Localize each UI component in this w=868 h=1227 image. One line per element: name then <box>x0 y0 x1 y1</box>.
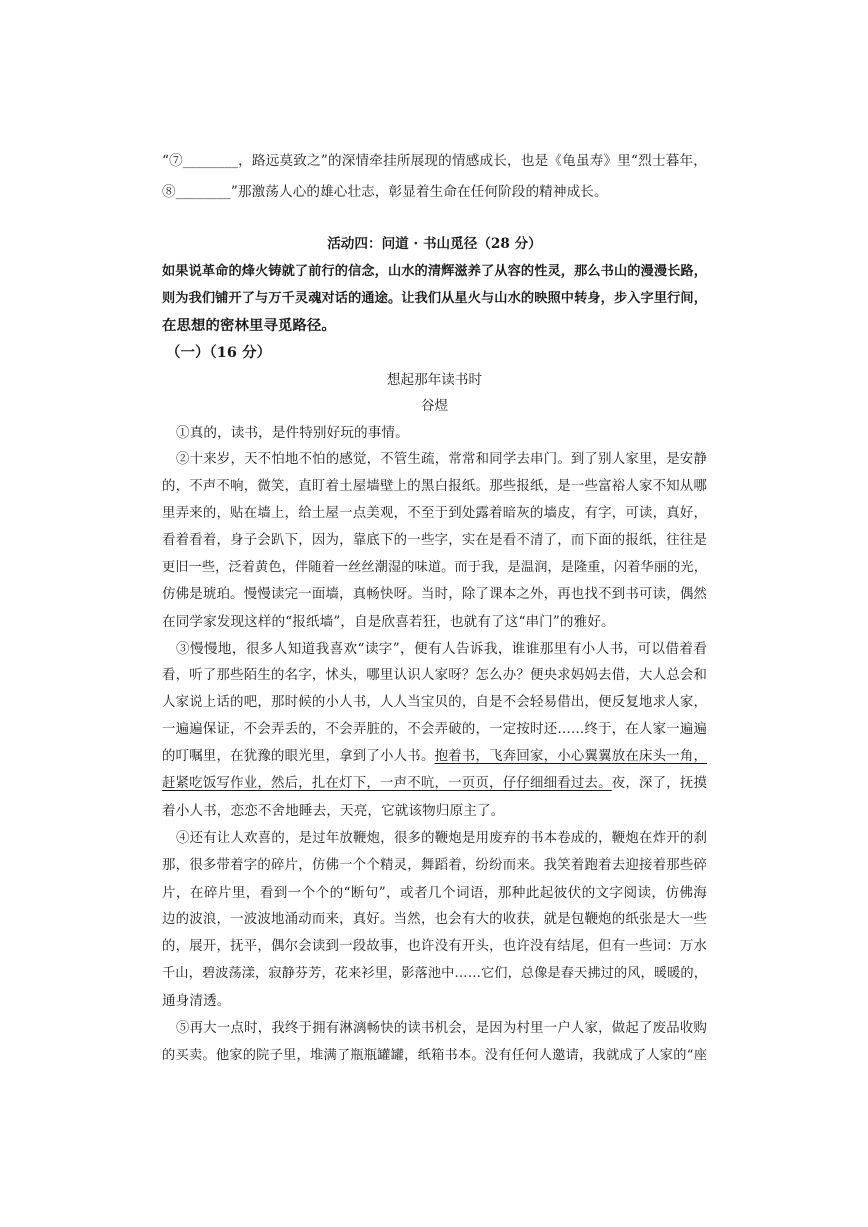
intro-line-3: 在思想的密林里寻觅路径。 <box>162 317 336 334</box>
article-title: 想起那年读书时 <box>386 372 483 388</box>
underlined-sentence-b: 赶紧吃饭写作业，然后，扎在灯下，一声不吭，一页页，仔仔细细看过去。 <box>162 776 612 791</box>
para4-line-2: 那，很多带着字的碎片，仿佛一个个精灵，舞蹈着，纷纷而来。我笑着跑着去迎接着那些碎 <box>162 858 707 873</box>
para3-line-7: 着小人书，恋恋不舍地睡去，天亮，它就该物归原主了。 <box>162 803 505 819</box>
article-author: 谷煜 <box>420 398 449 414</box>
para3-line-3: 人家说上话的吧，那时候的小人书，人人当宝贝的，自是不会轻易借出，便反复地求人家， <box>162 695 707 710</box>
para5-line-1: ⑤再大一点时，我终于拥有淋漓畅快的读书机会，是因为村里一户人家，做起了废品收购 <box>176 1021 707 1036</box>
para4-line-5: 的，展开，抚平，偶尔会读到一段故事，也许没有开头，也许没有结尾，但有一些词：万水 <box>162 939 707 954</box>
para2-line-1: ②十来岁，天不怕地不怕的感觉，不管生疏，常常和同学去串门。到了别人家里，是安静 <box>176 452 707 467</box>
para2-line-7: 在同学家发现这样的“报纸墙”，自是欣喜若狂，也就有了这“串门”的雅好。 <box>162 614 615 630</box>
para3-line-1: ③慢慢地，很多人知道我喜欢“读字”，便有人告诉我，谁谁那里有小人书，可以借着看 <box>176 641 707 657</box>
para4-line-3: 片，在碎片里，看到一个个的“断句”，或者几个词语，那种此起彼伏的文字阅读，仿佛海 <box>162 885 707 901</box>
para4-line-1: ④还有让人欢喜的，是过年放鞭炮，很多的鞭炮是用废弃的书本卷成的，鞭炮在炸开的刹 <box>176 831 707 846</box>
para3-line-5 <box>162 747 707 767</box>
para3-line-6 <box>162 774 707 794</box>
para2-line-2: 的，不声不响，微笑，直盯着土屋墙壁上的黑白报纸。那些报纸，是一些富裕人家不知从哪 <box>162 479 707 494</box>
section-label: （一）（16 分） <box>166 344 272 361</box>
intro-line-1: 如果说革命的烽火铸就了前行的信念，山水的清辉滋养了从容的性灵，那么书山的漫漫长路， <box>162 264 707 279</box>
underlined-sentence-a: 抱着书，飞奔回家，小心翼翼放在床头一角， <box>434 749 708 764</box>
intro-line-2: 则为我们铺开了与万千灵魂对话的通途。让我们从星火与山水的映照中转身，步入字里行间， <box>162 291 707 306</box>
para2-line-6: 仿佛是琥珀。慢慢读完一面墙，真畅快呀。当时，除了课本之外，再也找不到书可读，偶然 <box>162 587 707 602</box>
para3-line-6-tail: 夜，深了，抚摸 <box>611 776 707 791</box>
para3-line-5-text: 的叮嘱里，在犹豫的眼光里，拿到了小人书。 <box>162 749 435 764</box>
top-line-1: “⑦________，路远莫致之”的深情牵挂所展现的情感成长，也是《龟虽寿》里“烈士暮年， <box>162 153 707 169</box>
top-line-2: ⑧________”那激荡人心的雄心壮志，彰显着生命在任何阶段的精神成长。 <box>162 184 608 200</box>
para3-line-4: 一遍遍保证，不会弄丢的，不会弄脏的，不会弄破的，一定按时还……终于，在人家一遍遍 <box>162 722 707 737</box>
para3-line-2: 看，听了那些陌生的名字，怵头，哪里认识人家呀？怎么办？便央求妈妈去借，大人总会和 <box>162 668 707 683</box>
para1-line-1: ①真的，读书，是件特别好玩的事情。 <box>176 425 409 441</box>
para2-line-4: 看着看着，身子会趴下，因为，靠底下的一些字，实在是看不清了，而下面的报纸，往往是 <box>162 533 707 548</box>
para2-line-3: 里弄来的，贴在墙上，给土屋一点美观，不至于到处露着暗灰的墙皮，有字，可读，真好， <box>162 506 707 521</box>
activity-title: 活动四：问道 · 书山觅径（28 分） <box>327 236 542 252</box>
para4-line-4: 边的波浪，一波波地涌动而来，真好。当然，也会有大的收获，就是包鞭炮的纸张是大一些 <box>162 912 707 927</box>
para4-line-6: 千山，碧波荡漾，寂静芬芳，花来衫里，影落池中……它们，总像是春天拂过的风，暖暖的， <box>162 966 707 981</box>
para5-line-2: 的买卖。他家的院子里，堆满了瓶瓶罐罐，纸箱书本。没有任何人邀请，我就成了人家的“座 <box>162 1048 707 1063</box>
para4-line-7: 通身清透。 <box>162 993 231 1009</box>
para2-line-5: 更旧一些，泛着黄色，伴随着一丝丝潮湿的味道。而于我，是温润，是隆重，闪着华丽的光， <box>162 560 707 575</box>
